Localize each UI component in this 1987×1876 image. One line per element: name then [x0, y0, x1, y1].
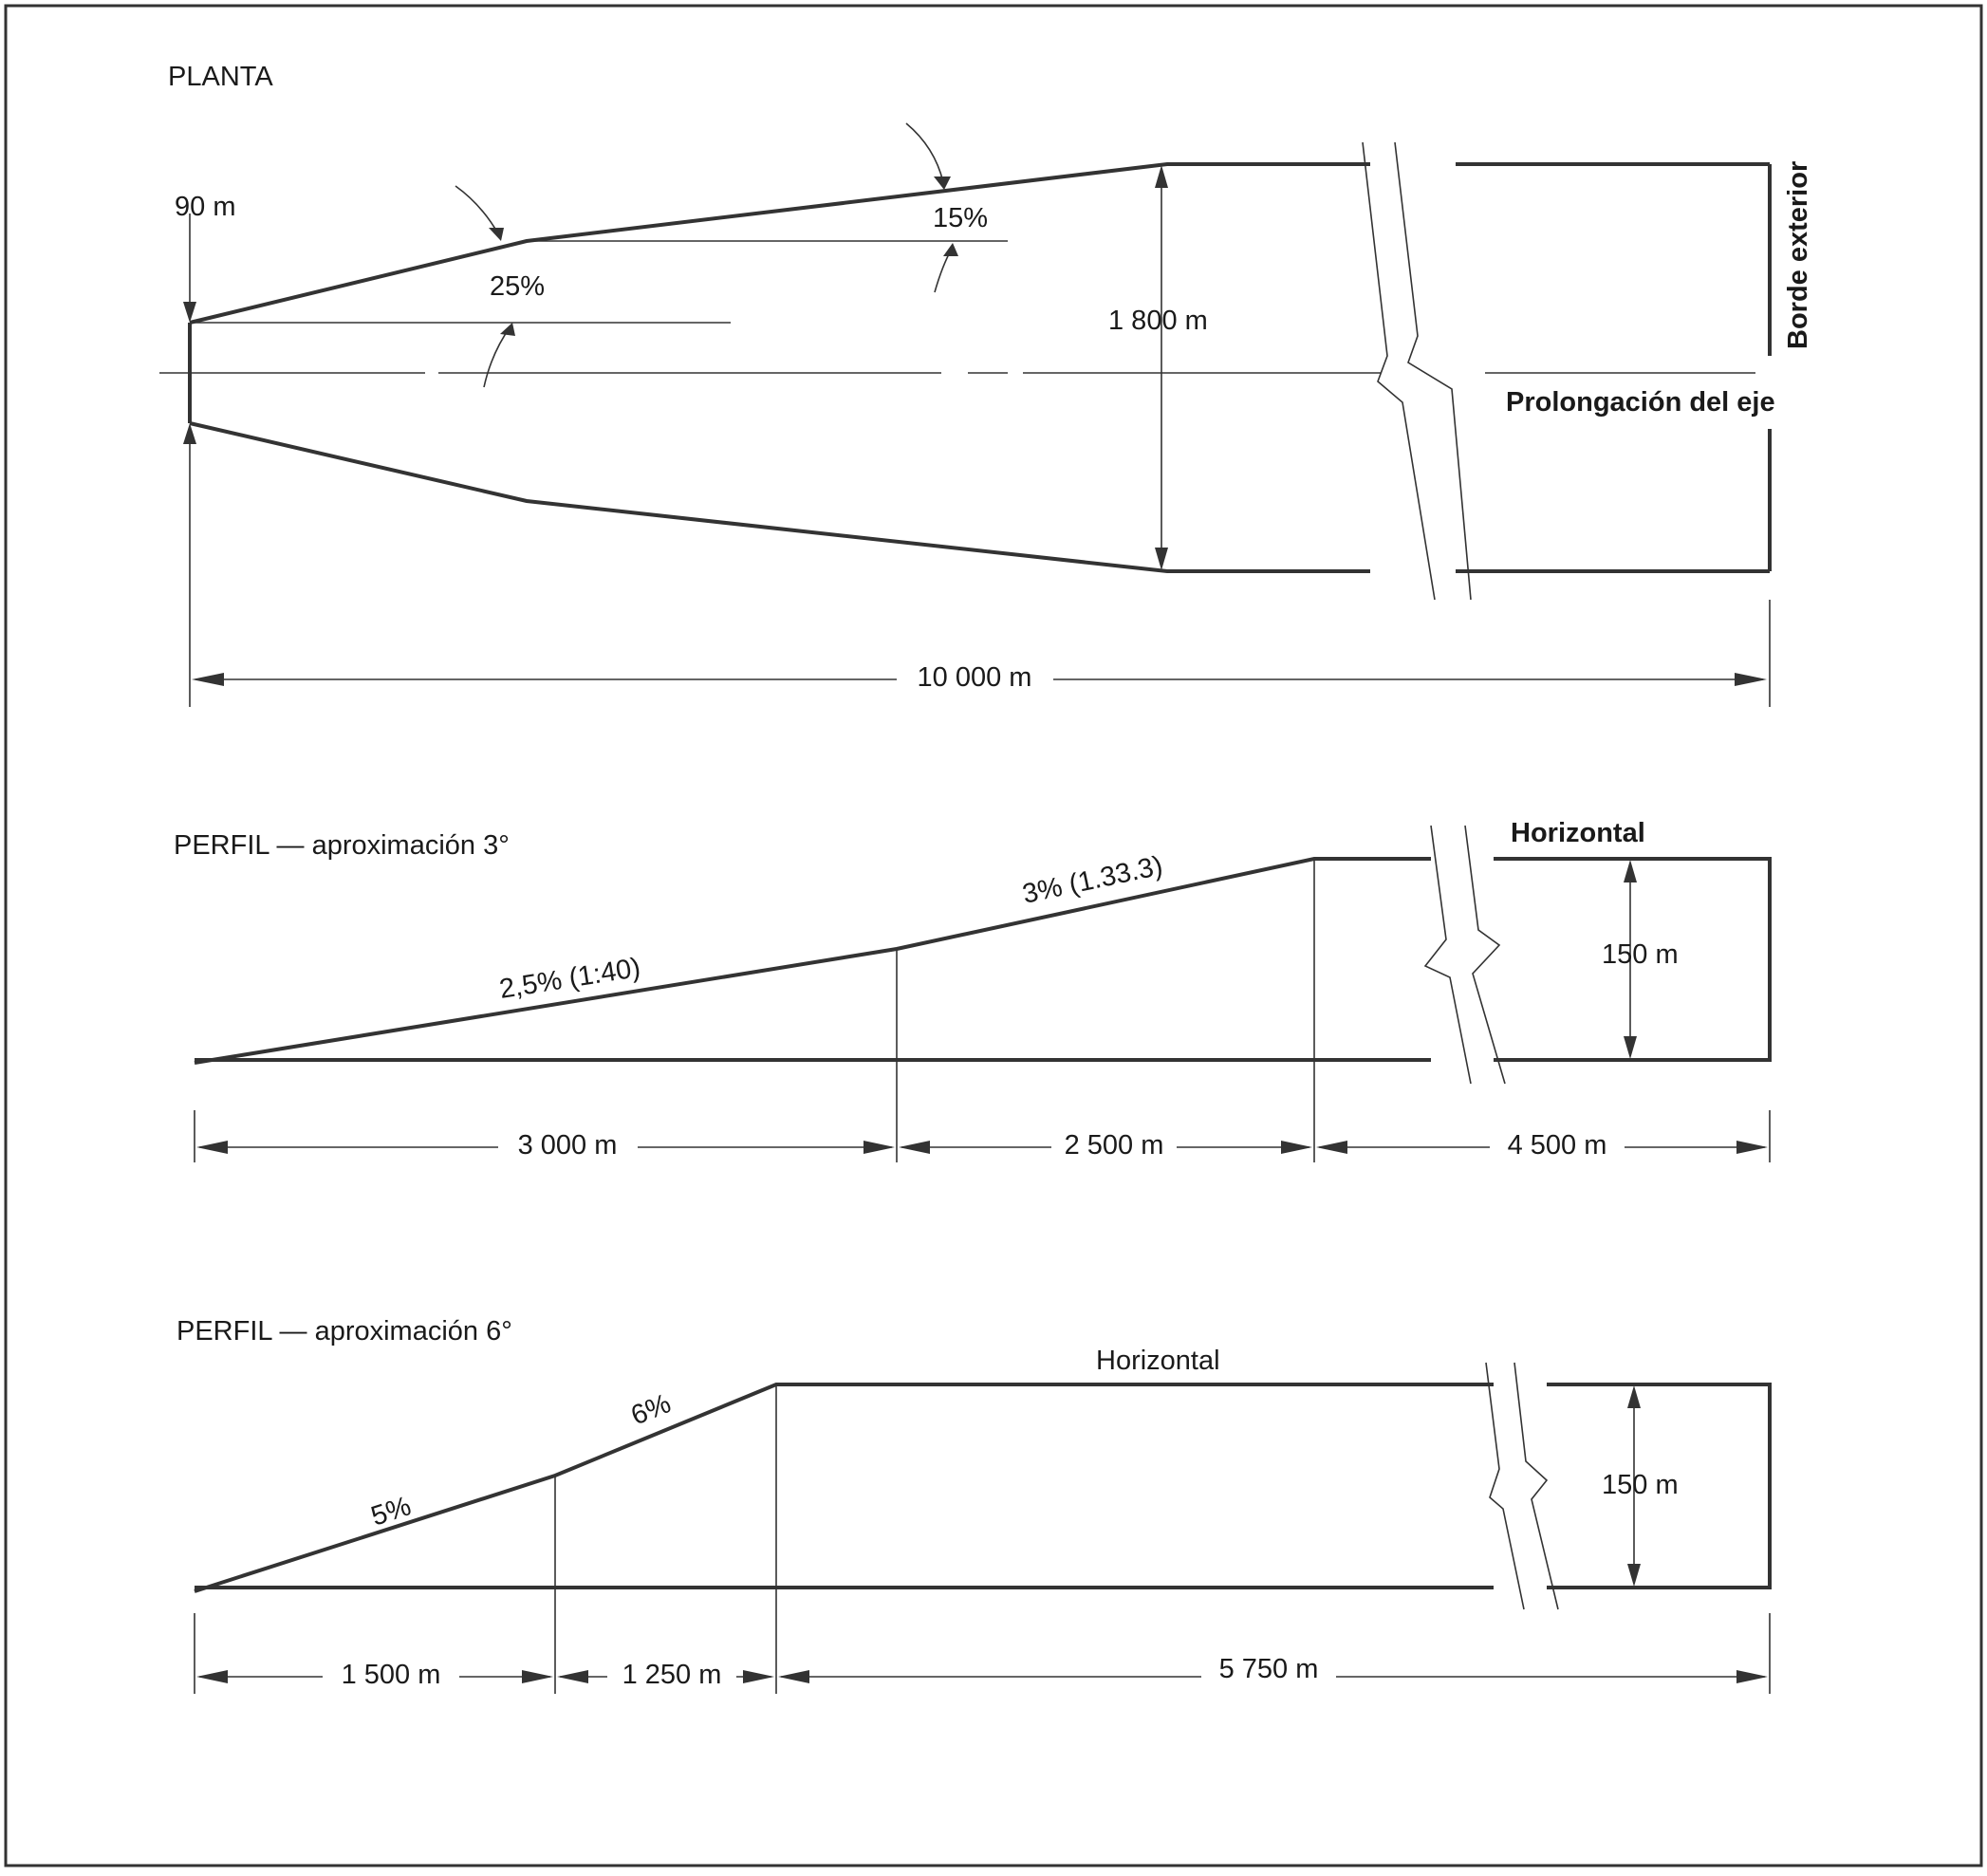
perfil-3-arrowhead-5 — [1316, 1141, 1347, 1154]
planta-1800-arrowhead-bottom — [1155, 548, 1168, 570]
perfil-3-slope-1-label: 2,5% (1:40) — [497, 952, 643, 1005]
planta-10000-arrowhead-left — [192, 673, 224, 686]
perfil-6-arrowhead-5 — [778, 1670, 809, 1683]
perfil-3-height-arrowhead-bottom — [1624, 1036, 1637, 1059]
perfil-3-arrowhead-1 — [196, 1141, 228, 1154]
planta-slope-15-lower-arrowhead — [943, 243, 958, 256]
perfil-6-height-arrowhead-top — [1627, 1385, 1641, 1408]
perfil-3-height-label: 150 m — [1602, 939, 1679, 970]
perfil-3-outline — [195, 859, 1770, 1063]
planta-outer-edge-label: Borde exterior — [1783, 160, 1813, 349]
perfil-3-arrowhead-6 — [1736, 1141, 1768, 1154]
perfil-6-section — [176, 1316, 1770, 1694]
perfil-6-title: PERFIL — aproximación 6° — [176, 1316, 512, 1347]
planta-slope-25-arrowhead — [500, 323, 515, 336]
perfil-6-height-label: 150 m — [1602, 1470, 1679, 1500]
perfil-6-seg-1-label: 1 500 m — [341, 1660, 441, 1690]
perfil-6-height-arrowhead-bottom — [1627, 1564, 1641, 1587]
perfil-6-arrowhead-3 — [557, 1670, 588, 1683]
planta-slope-15-upper-arc — [906, 123, 943, 182]
perfil-6-seg-2-label: 1 250 m — [622, 1660, 722, 1690]
planta-break-mask — [1370, 142, 1456, 598]
perfil-3-arrowhead-2 — [864, 1141, 895, 1154]
perfil-3-seg-3-label: 4 500 m — [1507, 1130, 1607, 1161]
perfil-6-arrowhead-1 — [196, 1670, 228, 1683]
perfil-6-slope-2-label: 6% — [626, 1388, 676, 1432]
perfil-6-break-mask — [1494, 1366, 1547, 1607]
perfil-3-break-mask — [1431, 835, 1494, 1091]
perfil-3-arrowhead-3 — [899, 1141, 930, 1154]
planta-slope-25-arc — [484, 326, 511, 387]
perfil-6-arrowhead-6 — [1736, 1670, 1768, 1683]
planta-slope-15-label: 15% — [933, 203, 989, 233]
planta-width-90-label: 90 m — [175, 192, 236, 222]
perfil-6-slope-1-label: 5% — [367, 1491, 416, 1532]
planta-90-arrowhead-bottom — [183, 423, 196, 444]
planta-slope-25-label: 25% — [490, 271, 546, 302]
planta-section — [159, 62, 1813, 707]
planta-kink-arrowhead — [489, 228, 504, 241]
perfil-3-seg-2-label: 2 500 m — [1064, 1130, 1164, 1161]
perfil-3-section — [174, 818, 1770, 1162]
perfil-3-height-arrowhead-top — [1624, 860, 1637, 882]
perfil-3-horizontal-label: Horizontal — [1511, 818, 1645, 848]
perfil-6-horizontal-label: Horizontal — [1096, 1346, 1220, 1376]
planta-10000-arrowhead-right — [1735, 673, 1767, 686]
planta-slope-15-upper-arrowhead — [934, 176, 951, 190]
perfil-3-slope-2-label: 3% (1.33.3) — [1019, 850, 1166, 910]
perfil-6-arrowhead-2 — [522, 1670, 553, 1683]
planta-90-arrowhead-top — [183, 302, 196, 323]
planta-centerline-label: Prolongación del eje — [1506, 387, 1775, 418]
perfil-6-arrowhead-4 — [743, 1670, 774, 1683]
planta-length-label: 10 000 m — [917, 662, 1032, 693]
planta-upper-edge — [190, 164, 1770, 323]
perfil-6-seg-3-label: 5 750 m — [1218, 1654, 1319, 1684]
planta-1800-arrowhead-top — [1155, 165, 1168, 188]
planta-width-1800-label: 1 800 m — [1108, 306, 1208, 336]
perfil-3-seg-1-label: 3 000 m — [517, 1130, 618, 1161]
planta-title: PLANTA — [168, 62, 273, 92]
perfil-3-title: PERFIL — aproximación 3° — [174, 830, 510, 861]
perfil-3-arrowhead-4 — [1281, 1141, 1312, 1154]
planta-lower-edge — [190, 423, 1770, 571]
